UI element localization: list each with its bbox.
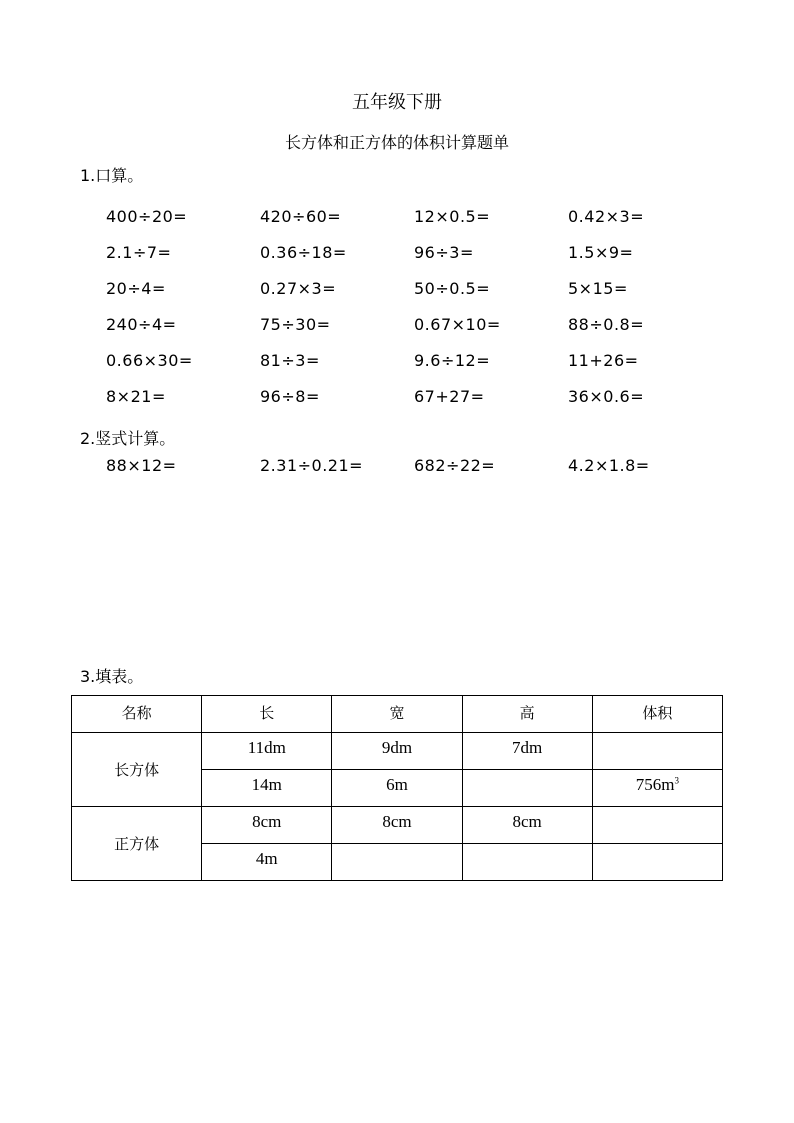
table-cell-blank[interactable] bbox=[462, 844, 592, 881]
table-cell-blank[interactable] bbox=[592, 733, 722, 770]
oral-row bbox=[106, 270, 726, 306]
section-3-heading: 3.填表。 bbox=[80, 667, 144, 686]
table-cell: 11dm bbox=[202, 733, 332, 770]
table-cell: 8cm bbox=[462, 807, 592, 844]
oral-problem: 0.42×3= bbox=[568, 206, 645, 226]
volume-value: 756m bbox=[635, 775, 675, 794]
vertical-calculation-row bbox=[106, 456, 722, 475]
oral-problem: 50÷0.5= bbox=[414, 278, 491, 298]
table-cell: 8cm bbox=[332, 807, 462, 844]
vertical-problem: 2.31÷0.21= bbox=[260, 456, 364, 475]
table-cell: 8cm bbox=[202, 807, 332, 844]
section-2-heading: 2.竖式计算。 bbox=[80, 429, 176, 448]
oral-problem: 20÷4= bbox=[106, 278, 166, 298]
oral-problem: 75÷30= bbox=[260, 314, 331, 334]
oral-problem: 67+27= bbox=[414, 386, 485, 406]
oral-problem: 12×0.5= bbox=[414, 206, 491, 226]
oral-row bbox=[106, 378, 726, 414]
table-cell-volume bbox=[592, 770, 722, 807]
oral-problem: 0.66×30= bbox=[106, 350, 193, 370]
oral-problem: 81÷3= bbox=[260, 350, 320, 370]
oral-problem: 88÷0.8= bbox=[568, 314, 645, 334]
oral-problem: 11+26= bbox=[568, 350, 639, 370]
table-cell: 14m bbox=[202, 770, 332, 807]
section-1-heading: 1.口算。 bbox=[80, 166, 144, 185]
oral-problem: 1.5×9= bbox=[568, 242, 634, 262]
oral-problem: 400÷20= bbox=[106, 206, 188, 226]
shape-name-cube: 正方体 bbox=[72, 807, 202, 881]
table-cell: 9dm bbox=[332, 733, 462, 770]
column-header-length: 长 bbox=[202, 696, 332, 733]
oral-calculation-grid bbox=[106, 198, 726, 414]
table-row bbox=[72, 807, 723, 844]
table-row bbox=[72, 733, 723, 770]
table-cell-blank[interactable] bbox=[592, 807, 722, 844]
fill-in-table bbox=[71, 695, 723, 881]
oral-problem: 0.67×10= bbox=[414, 314, 501, 334]
oral-problem: 96÷3= bbox=[414, 242, 474, 262]
oral-problem: 8×21= bbox=[106, 386, 166, 406]
table-cell: 4m bbox=[202, 844, 332, 881]
oral-problem: 96÷8= bbox=[260, 386, 320, 406]
vertical-problem: 682÷22= bbox=[414, 456, 496, 475]
volume-exponent: 3 bbox=[674, 775, 679, 786]
vertical-problem: 4.2×1.8= bbox=[568, 456, 650, 475]
oral-problem: 0.27×3= bbox=[260, 278, 337, 298]
column-header-volume: 体积 bbox=[592, 696, 722, 733]
oral-row bbox=[106, 234, 726, 270]
page-subtitle: 长方体和正方体的体积计算题单 bbox=[284, 133, 509, 152]
column-header-width: 宽 bbox=[332, 696, 462, 733]
oral-problem: 5×15= bbox=[568, 278, 628, 298]
table-cell: 7dm bbox=[462, 733, 592, 770]
oral-problem: 0.36÷18= bbox=[260, 242, 347, 262]
page-title: 五年级下册 bbox=[352, 92, 442, 113]
table-cell-blank[interactable] bbox=[332, 844, 462, 881]
oral-problem: 240÷4= bbox=[106, 314, 177, 334]
oral-row bbox=[106, 306, 726, 342]
shape-name-cuboid: 长方体 bbox=[72, 733, 202, 807]
oral-row bbox=[106, 342, 726, 378]
oral-problem: 9.6÷12= bbox=[414, 350, 491, 370]
oral-problem: 2.1÷7= bbox=[106, 242, 172, 262]
column-header-name: 名称 bbox=[72, 696, 202, 733]
table-cell-blank[interactable] bbox=[462, 770, 592, 807]
oral-problem: 36×0.6= bbox=[568, 386, 645, 406]
table-cell-blank[interactable] bbox=[592, 844, 722, 881]
column-header-height: 高 bbox=[462, 696, 592, 733]
oral-row bbox=[106, 198, 726, 234]
table-header-row bbox=[72, 696, 723, 733]
vertical-problem: 88×12= bbox=[106, 456, 177, 475]
oral-problem: 420÷60= bbox=[260, 206, 342, 226]
table-cell: 6m bbox=[332, 770, 462, 807]
